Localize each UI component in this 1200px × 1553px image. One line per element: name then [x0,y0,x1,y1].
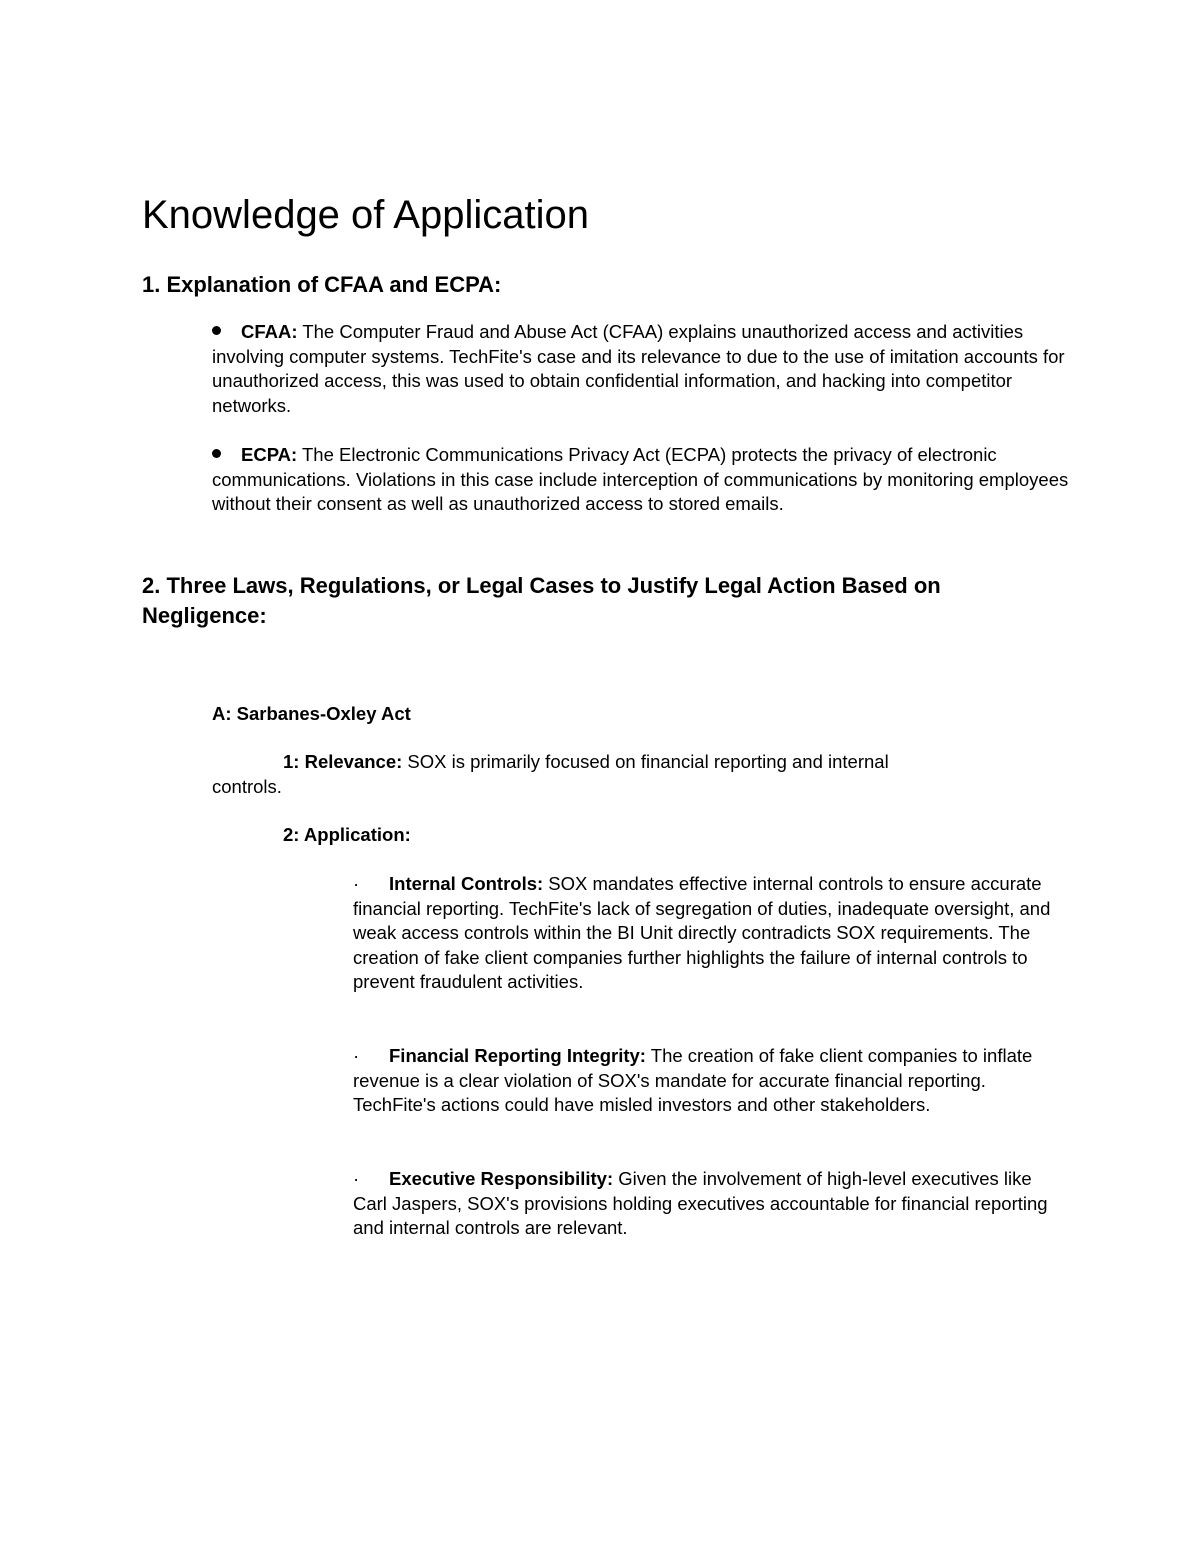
item-text: SOX mandates effective internal controls to ensure accurate financial reporting. TechFite's lack of segregation of duties, inadequate oversight, and weak access controls within the BI Unit directly contradicts SOX requirements. The creation of fake client companies further highlights the failure of internal controls to prevent fraudulent activities. [353,873,1051,993]
cfaa-label: CFAA: [241,321,298,342]
ecpa-bullet [212,443,1072,517]
item-label: Internal Controls: [389,873,544,894]
section-2-heading: 2. Three Laws, Regulations, or Legal Cases to Justify Legal Action Based on Negligence: [142,573,941,628]
application-heading: 2: Application: [283,824,411,845]
cfaa-bullet [212,320,1072,418]
dot-bullet-icon: · [353,873,360,894]
bullet-icon [212,449,221,458]
sub-a-heading: A: Sarbanes-Oxley Act [212,703,411,724]
item-label: Financial Reporting Integrity: [389,1045,646,1066]
list-item-financial-reporting [353,1044,1058,1118]
ecpa-text: The Electronic Communications Privacy Act (ECPA) protects the privacy of electronic communications. Violations in this case include interception of communications by monitoring employees without their consent as well as unauthorized access to stored emails. [212,444,1069,515]
page-title: Knowledge of Application [142,193,589,237]
item-text: The creation of fake client companies to inflate revenue is a clear violation of SOX's mandate for accurate financial reporting. TechFite's actions could have misled investors and other stakeholders. [353,1045,1033,1116]
item-label: Executive Responsibility: [389,1168,614,1189]
list-item-internal-controls [353,872,1058,995]
item-text: Given the involvement of high-level executives like Carl Jaspers, SOX's provisions holding executives accountable for financial reporting and internal controls are relevant. [353,1168,1048,1239]
bullet-icon [212,326,221,335]
list-item-executive-responsibility [353,1167,1058,1241]
cfaa-text: The Computer Fraud and Abuse Act (CFAA) explains unauthorized access and activities involving computer systems. TechFite's case and its relevance to due to the use of imitation accounts for unauthorized access, this was used to obtain confidential information, and hacking into competitor networks. [212,321,1065,416]
relevance-text: SOX is primarily focused on financial reporting and internal [402,751,889,772]
dot-bullet-icon: · [353,1168,360,1189]
relevance-label: 1: Relevance: [283,751,403,772]
ecpa-label: ECPA: [241,444,298,465]
dot-bullet-icon: · [353,1045,360,1066]
relevance-line [283,750,1083,775]
section-1-heading: 1. Explanation of CFAA and ECPA: [142,272,502,297]
relevance-continued: controls. [212,776,282,797]
